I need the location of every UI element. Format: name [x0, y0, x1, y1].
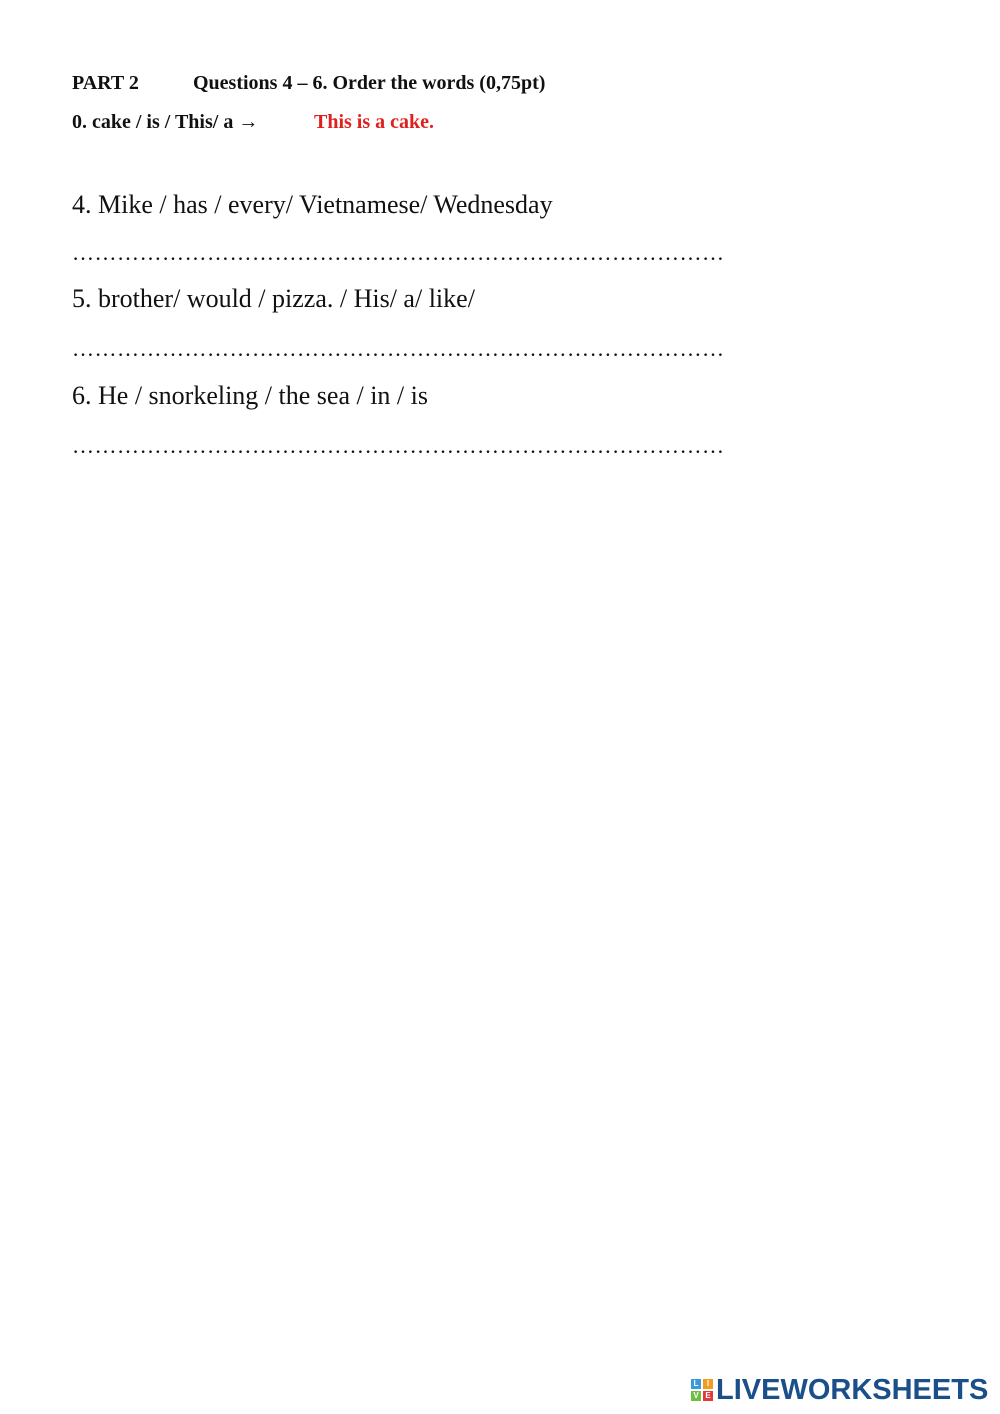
example-answer: This is a cake.: [314, 111, 435, 133]
logo-block-i: I: [703, 1379, 713, 1389]
example-row: [72, 111, 434, 134]
question-6: 6. He / snorkeling / the sea / in / is: [72, 381, 429, 410]
answer-line-4[interactable]: ……………………………………………………………………………: [72, 240, 725, 265]
logo-block-e: E: [703, 1391, 713, 1401]
logo-block-l: L: [691, 1379, 701, 1389]
part-label: PART 2: [72, 72, 139, 94]
liveworksheets-logo: [691, 1374, 988, 1406]
logo-block-v: V: [691, 1391, 701, 1401]
example-prompt: 0. cake / is / This/ a →: [72, 111, 259, 133]
answer-line-5[interactable]: ……………………………………………………………………………: [72, 336, 725, 361]
logo-icon: [691, 1379, 713, 1401]
logo-text: LIVEWORKSHEETS: [716, 1373, 989, 1406]
answer-line-6[interactable]: ……………………………………………………………………………: [72, 433, 725, 458]
question-5: 5. brother/ would / pizza. / His/ a/ like/: [72, 284, 475, 313]
question-4: 4. Mike / has / every/ Vietnamese/ Wednesday: [72, 190, 553, 219]
section-header: [72, 72, 545, 95]
instructions: Questions 4 – 6. Order the words (0,75pt): [193, 72, 546, 94]
